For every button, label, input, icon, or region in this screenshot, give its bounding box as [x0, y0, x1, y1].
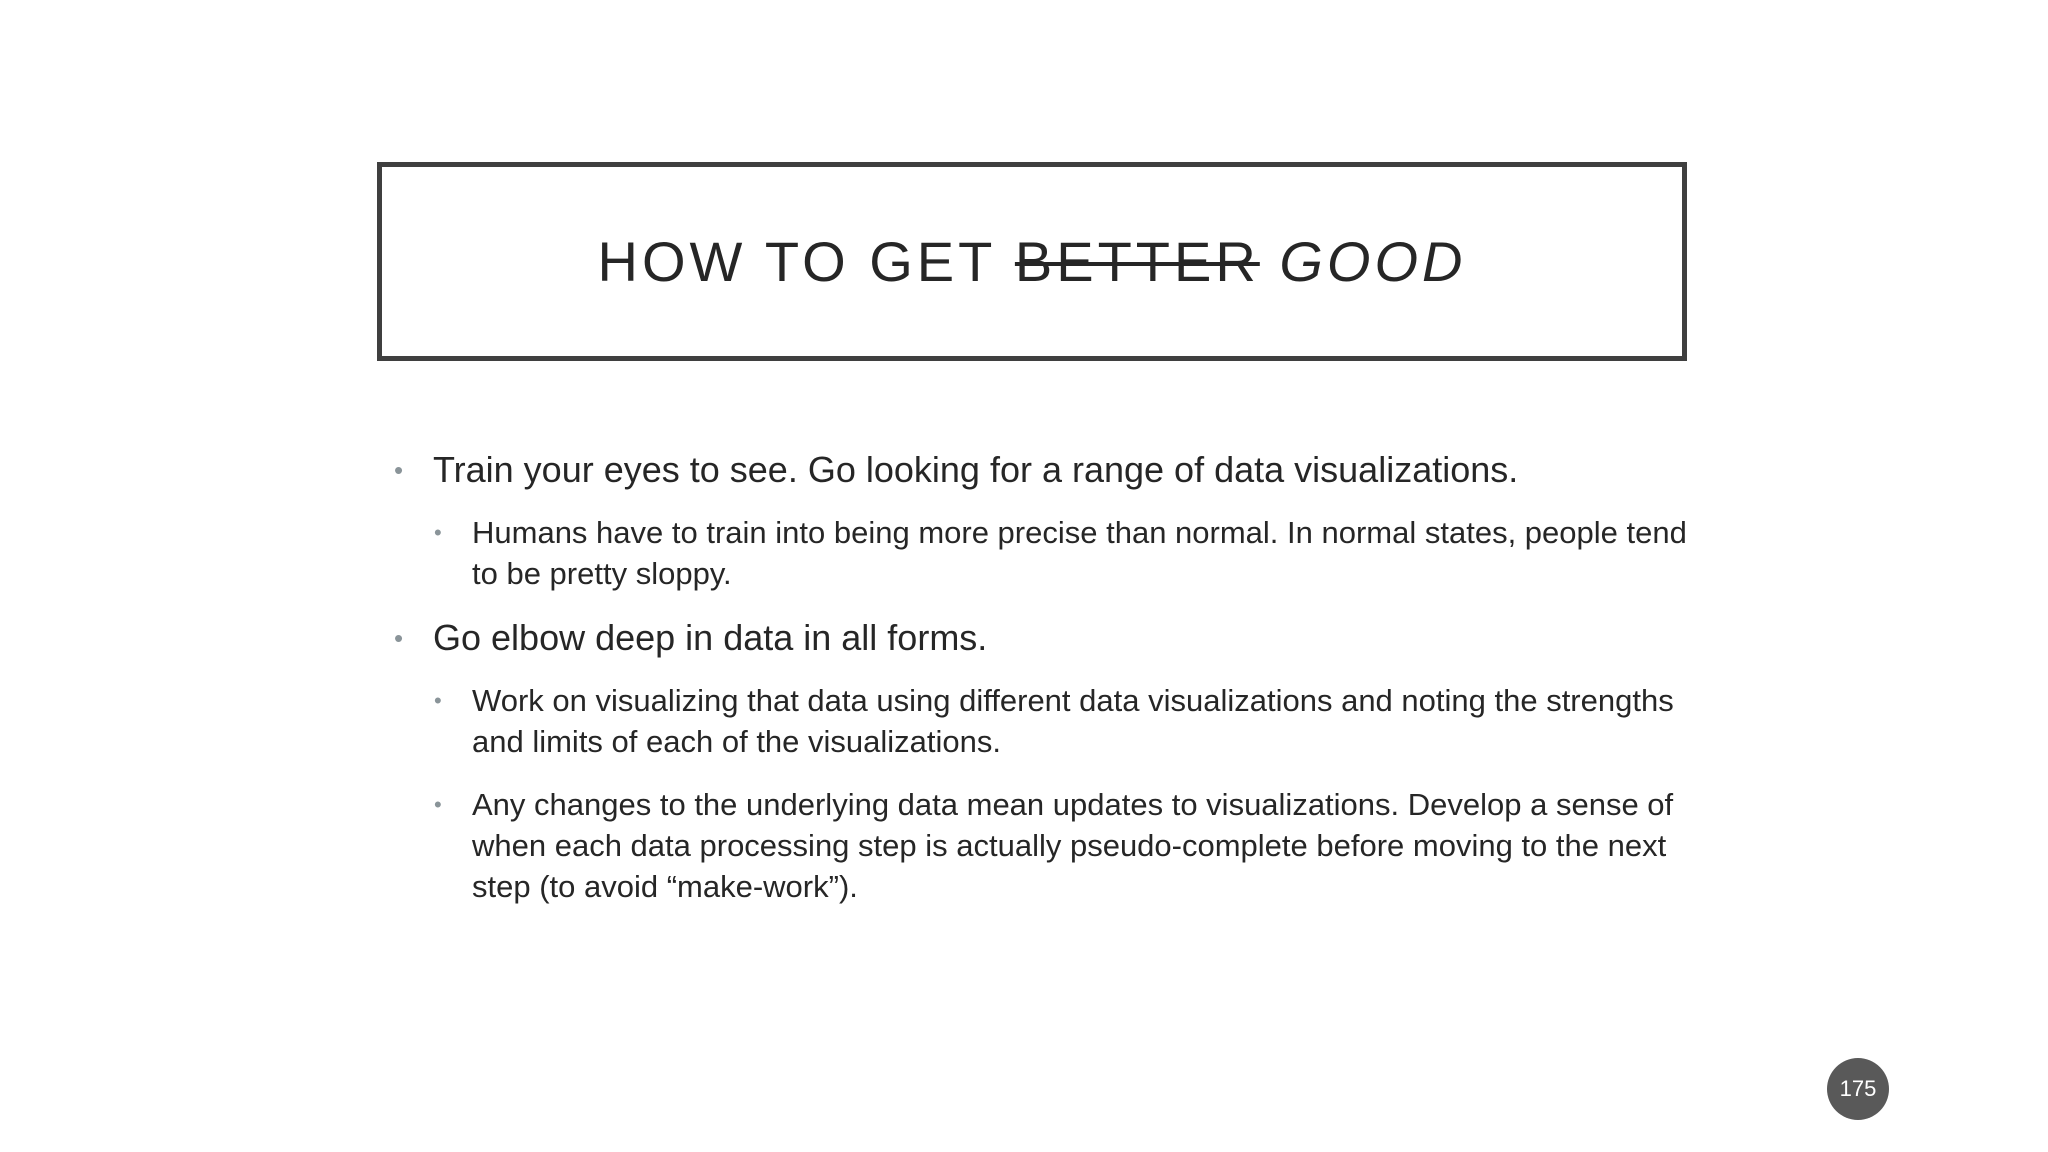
title-emphasis-word: GOOD — [1279, 230, 1467, 293]
bullet-icon: • — [394, 455, 404, 485]
bullet-item — [390, 448, 1690, 492]
bullet-list — [390, 448, 1690, 929]
sub-bullet-text: Work on visualizing that data using different data visualizations and noting the strengths and limits of each of the visualizations. — [472, 683, 1674, 759]
slide-title — [598, 229, 1467, 294]
bullet-icon: • — [434, 688, 442, 713]
title-prefix: HOW TO GET — [597, 230, 1015, 293]
title-box — [377, 162, 1687, 361]
bullet-icon: • — [434, 792, 442, 817]
bullet-text: Train your eyes to see. Go looking for a range of data visualizations. — [433, 449, 1519, 490]
page-number: 175 — [1839, 1076, 1877, 1101]
sub-bullet-text: Any changes to the underlying data mean updates to visualizations. Develop a sense of when each data processing step is actually pseudo-complete before moving to the next step (to avoid “make-work”). — [472, 787, 1674, 904]
bullet-text: Go elbow deep in data in all forms. — [433, 617, 988, 658]
page-number-badge — [1827, 1058, 1889, 1120]
sub-bullet-item — [390, 512, 1690, 594]
sub-bullet-text: Humans have to train into being more precise than normal. In normal states, people tend to be pretty sloppy. — [472, 515, 1687, 591]
bullet-icon: • — [434, 520, 442, 545]
sub-bullet-item — [390, 784, 1690, 907]
bullet-item — [390, 616, 1690, 660]
sub-bullet-item — [390, 680, 1690, 762]
bullet-icon: • — [394, 623, 404, 653]
title-struck-word: BETTER — [1014, 230, 1260, 293]
